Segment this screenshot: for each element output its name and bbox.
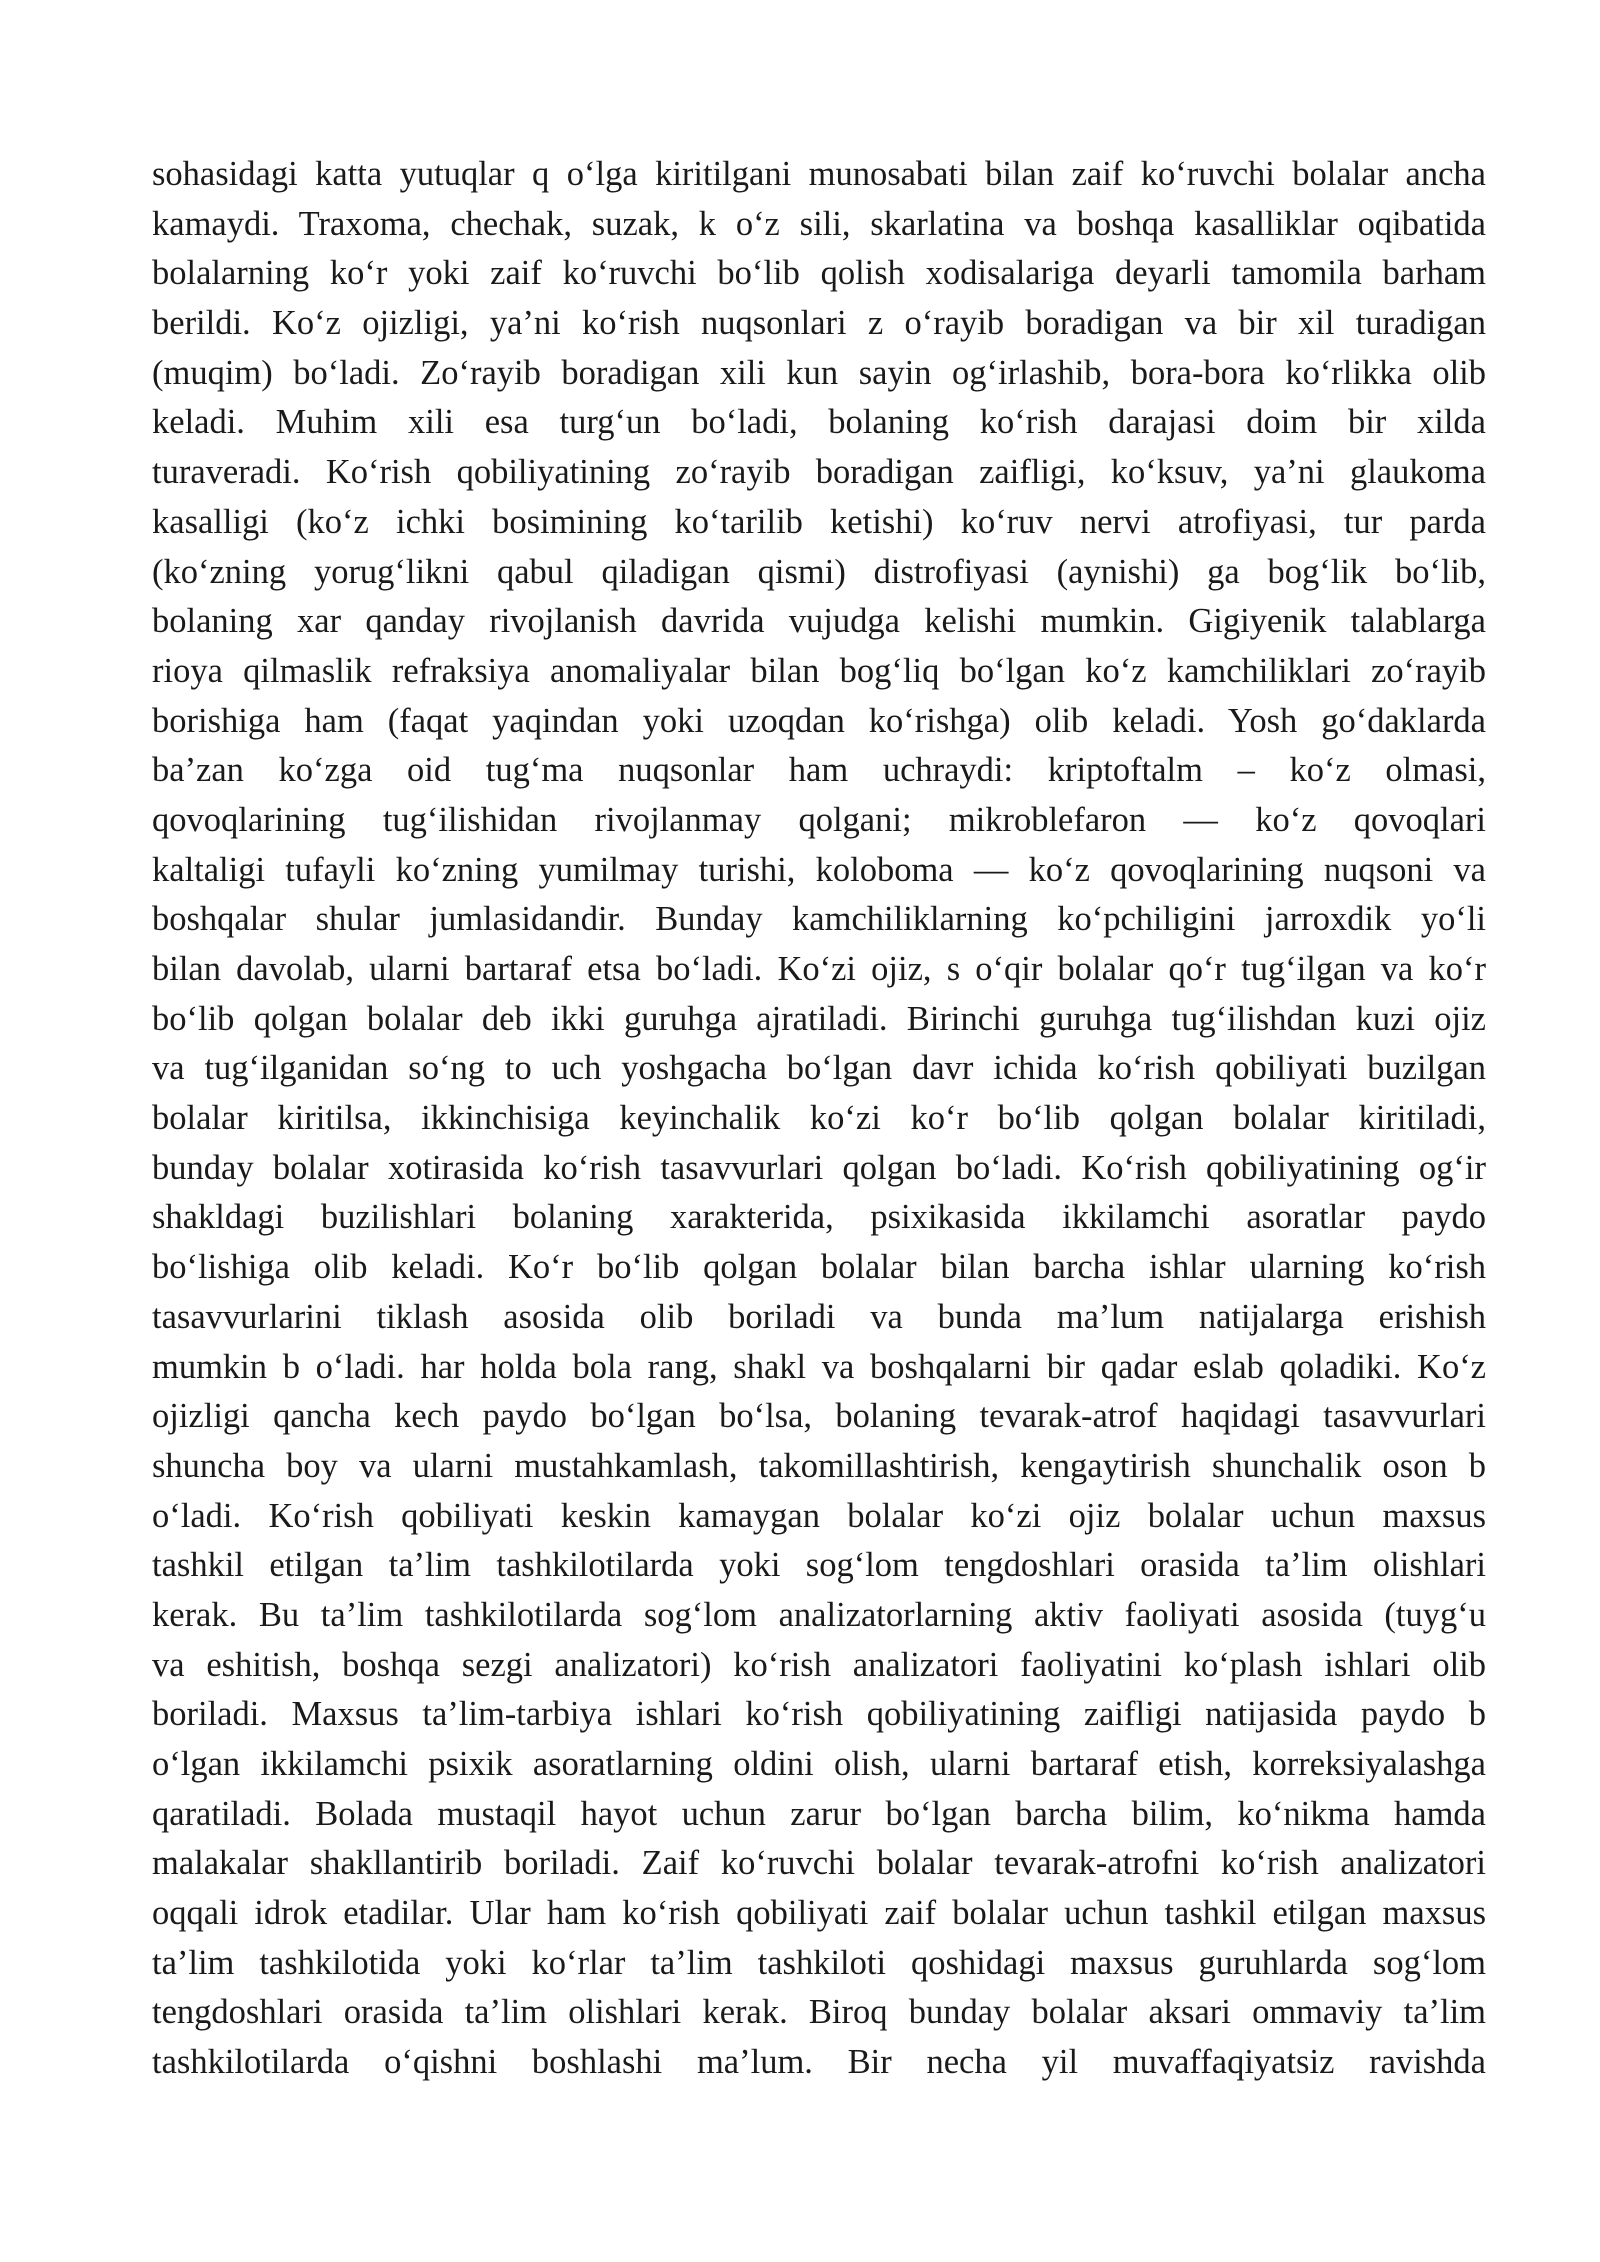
text-line: oqqali idrok etadilar. Ular ham ko‘rish qobiliyati zaif bolalar uchun tashkil etilgan maxsus	[152, 1894, 1486, 1933]
text-line: bilan davolab, ularni bartaraf etsa bo‘ladi. Ko‘zi ojiz, s o‘qir bolalar qo‘r tug‘ilgan va ko‘r	[152, 950, 1486, 988]
text-line: qovoqlarining tug‘ilishidan rivojlanmay qolgani; mikroblefaron — ko‘z qovoqlari	[152, 800, 1486, 839]
text-line: bolalarning ko‘r yoki zaif ko‘ruvchi bo‘lib qolish xodisalariga deyarli tamomila barham	[152, 254, 1486, 293]
text-line: ojizligi qancha kech paydo bo‘lgan bo‘lsa, bolaning tevarak-atrof haqidagi tasavvurlari	[152, 1397, 1486, 1436]
text-line: tengdoshlari orasida ta’lim olishlari kerak. Biroq bunday bolalar aksari ommaviy ta’lim	[152, 1993, 1486, 2032]
text-line: rioya qilmaslik refraksiya anomaliyalar bilan bog‘liq bo‘lgan ko‘z kamchiliklari zo‘rayib	[152, 651, 1486, 690]
text-line: kerak. Bu ta’lim tashkilotilarda sog‘lom analizatorlarning aktiv faoliyati asosida (tuyg‘u	[152, 1595, 1486, 1634]
text-line: va tug‘ilganidan so‘ng to uch yoshgacha bo‘lgan davr ichida ko‘rish qobiliyati buzilgan	[152, 1049, 1486, 1088]
text-line: malakalar shakllantirib boriladi. Zaif ko‘ruvchi bolalar tevarak-atrofni ko‘rish analizatori	[152, 1844, 1486, 1883]
text-line: ba’zan ko‘zga oid tug‘ma nuqsonlar ham uchraydi: kriptoftalm – ko‘z olmasi,	[152, 751, 1486, 790]
text-line: boshqalar shular jumlasidandir. Bunday kamchiliklarning ko‘pchiligini jarroxdik yo‘li	[152, 900, 1486, 939]
text-line: borishiga ham (faqat yaqindan yoki uzoqdan ko‘rishga) olib keladi. Yosh go‘daklarda	[152, 701, 1486, 740]
text-line: (muqim) bo‘ladi. Zo‘rayib boradigan xili kun sayin og‘irlashib, bora-bora ko‘rlikka olib	[152, 353, 1486, 392]
text-line: sohasidagi katta yutuqlar q o‘lga kiritilgani munosabati bilan zaif ko‘ruvchi bolalar ancha	[152, 155, 1486, 193]
text-line: kasalligi (ko‘z ichki bosimining ko‘tarilib ketishi) ko‘ruv nervi atrofiyasi, tur parda	[152, 502, 1486, 541]
text-line: (ko‘zning yorug‘likni qabul qiladigan qismi) distrofiyasi (aynishi) ga bog‘lik bo‘lib,	[152, 552, 1486, 591]
text-line: o‘lgan ikkilamchi psixik asoratlarning oldini olish, ularni bartaraf etish, korreksiyalashga	[152, 1745, 1486, 1783]
text-line: bolalar kiritilsa, ikkinchisiga keyinchalik ko‘zi ko‘r bo‘lib qolgan bolalar kiritiladi,	[152, 1099, 1486, 1138]
text-line: turaveradi. Ko‘rish qobiliyatining zo‘rayib boradigan zaifligi, ko‘ksuv, ya’ni glaukoma	[152, 453, 1486, 492]
text-line: tashkil etilgan ta’lim tashkilotilarda yoki sog‘lom tengdoshlari orasida ta’lim olishlari	[152, 1546, 1486, 1585]
text-line: bunday bolalar xotirasida ko‘rish tasavvurlari qolgan bo‘ladi. Ko‘rish qobiliyatining og‘ir	[152, 1148, 1486, 1187]
text-line: ta’lim tashkilotida yoki ko‘rlar ta’lim tashkiloti qoshidagi maxsus guruhlarda sog‘lom	[152, 1943, 1486, 1982]
text-line: keladi. Muhim xili esa turg‘un bo‘ladi, bolaning ko‘rish darajasi doim bir xilda	[152, 403, 1486, 442]
text-line: va eshitish, boshqa sezgi analizatori) ko‘rish analizatori faoliyatini ko‘plash ishlari olib	[152, 1645, 1486, 1684]
body-paragraph	[152, 150, 1486, 2088]
text-line: bo‘lib qolgan bolalar deb ikki guruhga ajratiladi. Birinchi guruhga tug‘ilishdan kuzi ojiz	[152, 999, 1486, 1038]
text-line: kaltaligi tufayli ko‘zning yumilmay turishi, koloboma — ko‘z qovoqlarining nuqsoni va	[152, 850, 1486, 889]
text-line: mumkin b o‘ladi. har holda bola rang, shakl va boshqalarni bir qadar eslab qoladiki. Ko‘z	[152, 1347, 1486, 1386]
text-line: o‘ladi. Ko‘rish qobiliyati keskin kamaygan bolalar ko‘zi ojiz bolalar uchun maxsus	[152, 1496, 1486, 1535]
text-line: qaratiladi. Bolada mustaqil hayot uchun zarur bo‘lgan barcha bilim, ko‘nikma hamda	[152, 1794, 1486, 1833]
text-line: berildi. Ko‘z ojizligi, ya’ni ko‘rish nuqsonlari z o‘rayib boradigan va bir xil turadigan	[152, 304, 1486, 343]
text-line: boriladi. Maxsus ta’lim-tarbiya ishlari ko‘rish qobiliyatining zaifligi natijasida paydo b	[152, 1695, 1486, 1734]
text-line: bo‘lishiga olib keladi. Ko‘r bo‘lib qolgan bolalar bilan barcha ishlar ularning ko‘rish	[152, 1248, 1486, 1287]
text-line: kamaydi. Traxoma, chechak, suzak, k o‘z sili, skarlatina va boshqa kasalliklar oqibatida	[152, 204, 1486, 243]
text-line: shakldagi buzilishlari bolaning xarakterida, psixikasida ikkilamchi asoratlar paydo	[152, 1198, 1486, 1237]
text-line: bolaning xar qanday rivojlanish davrida vujudga kelishi mumkin. Gigiyenik talablarga	[152, 602, 1486, 641]
text-line: tasavvurlarini tiklash asosida olib boriladi va bunda ma’lum natijalarga erishish	[152, 1297, 1486, 1336]
text-line: shuncha boy va ularni mustahkamlash, takomillashtirish, kengaytirish shunchalik oson b	[152, 1446, 1486, 1485]
text-line: tashkilotilarda o‘qishni boshlashi ma’lum. Bir necha yil muvaffaqiyatsiz ravishda	[152, 2043, 1486, 2082]
